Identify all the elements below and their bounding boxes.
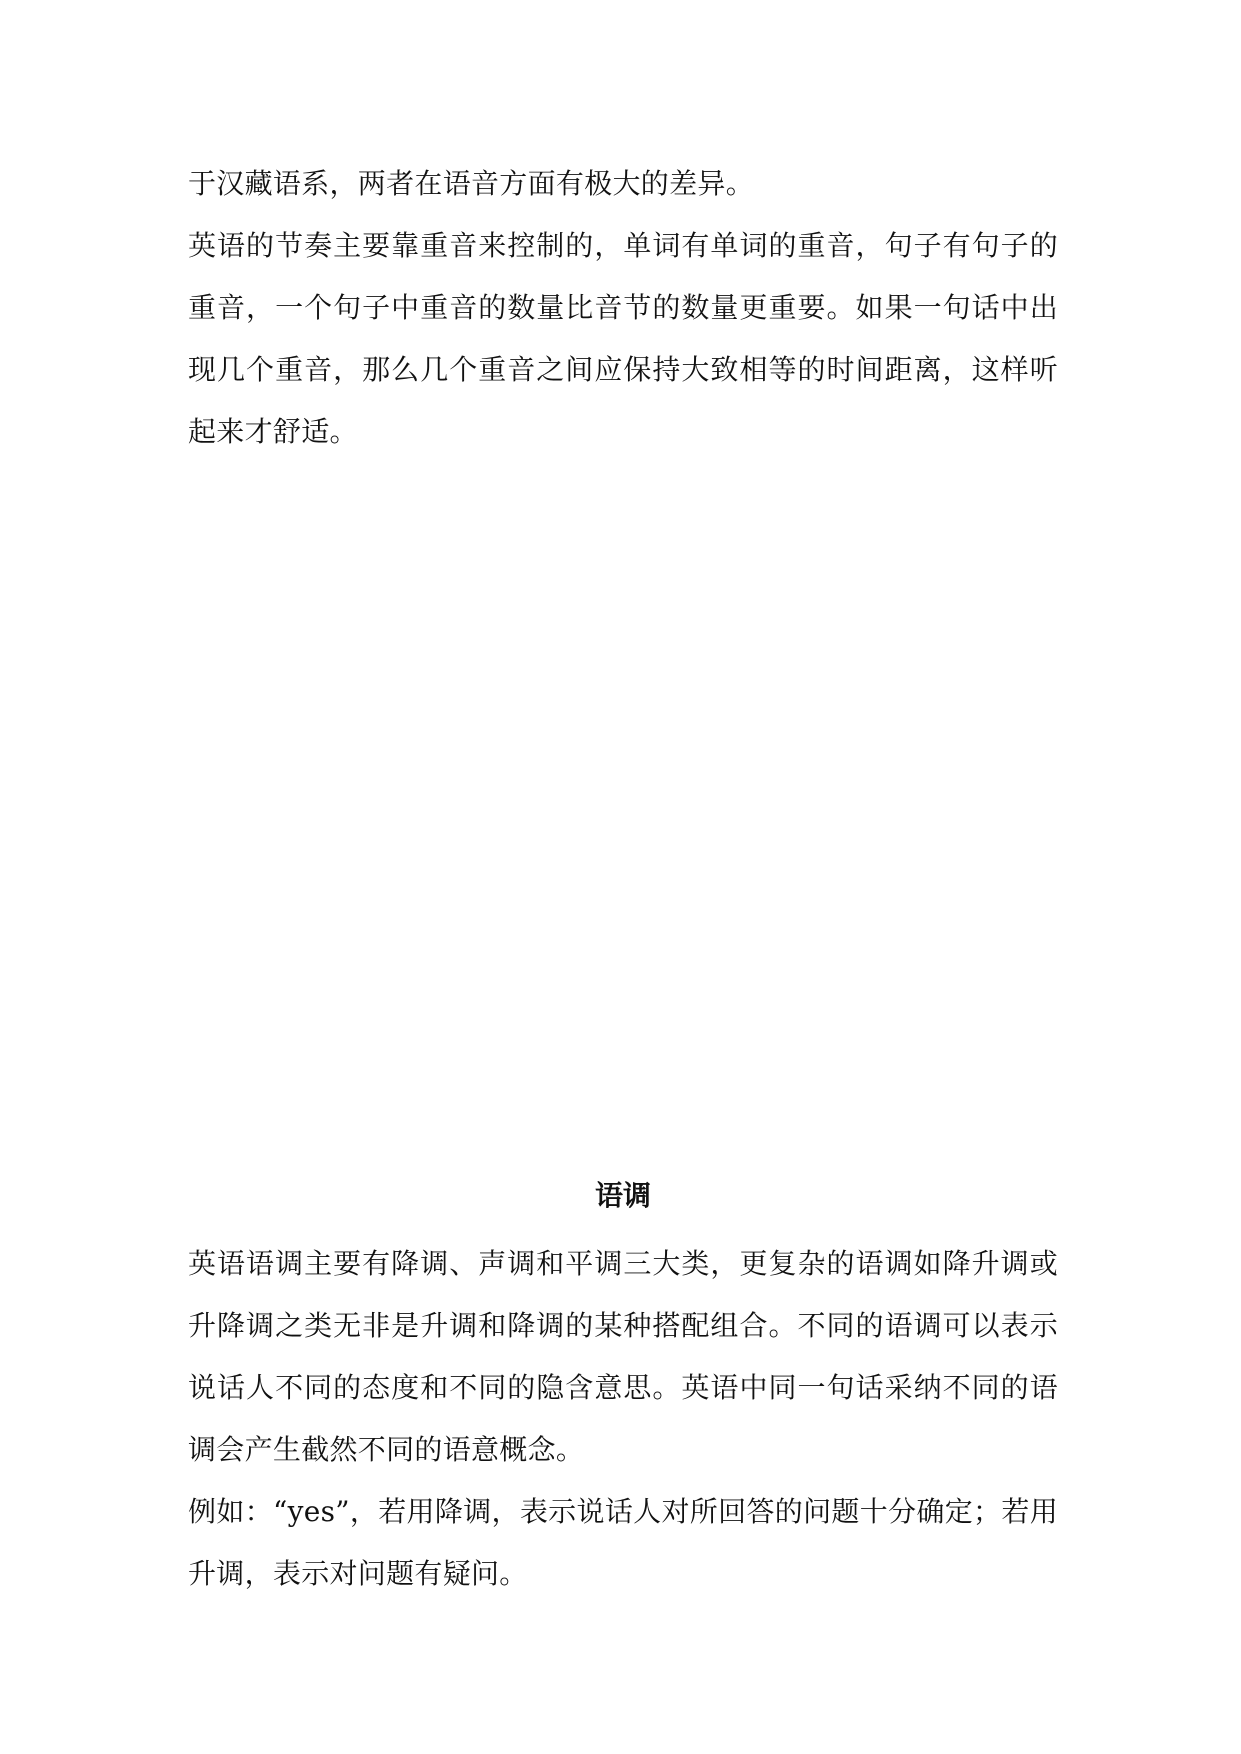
section-heading-intonation: 语调 — [594, 1179, 651, 1212]
section-2-text — [188, 1233, 1058, 1605]
paragraph-intonation-types: 英语语调主要有降调、声调和平调三大类，更复杂的语调如降升调或升降调之类无非是升调和降调的某种搭配组合。不同的语调可以表示说话人不同的态度和不同的隐含意思。英语中同一句话采纳不同的语调会产生截然不同的语意概念。 — [188, 1247, 1058, 1466]
paragraph-rhythm-stress: 英语的节奏主要靠重音来控制的，单词有单词的重音，句子有句子的重音，一个句子中重音的数量比音节的数量更重要。如果一句话中出现几个重音，那么几个重音之间应保持大致相等的时间距离，这样听起来才舒适。 — [188, 229, 1058, 448]
paragraph-continuation: 于汉藏语系，两者在语音方面有极大的差异。 — [188, 167, 755, 200]
section-1-text — [188, 153, 1058, 463]
paragraph-intonation-example: 例如：“yes”，若用降调，表示说话人对所回答的问题十分确定；若用升调，表示对问题有疑问。 — [188, 1495, 1058, 1590]
